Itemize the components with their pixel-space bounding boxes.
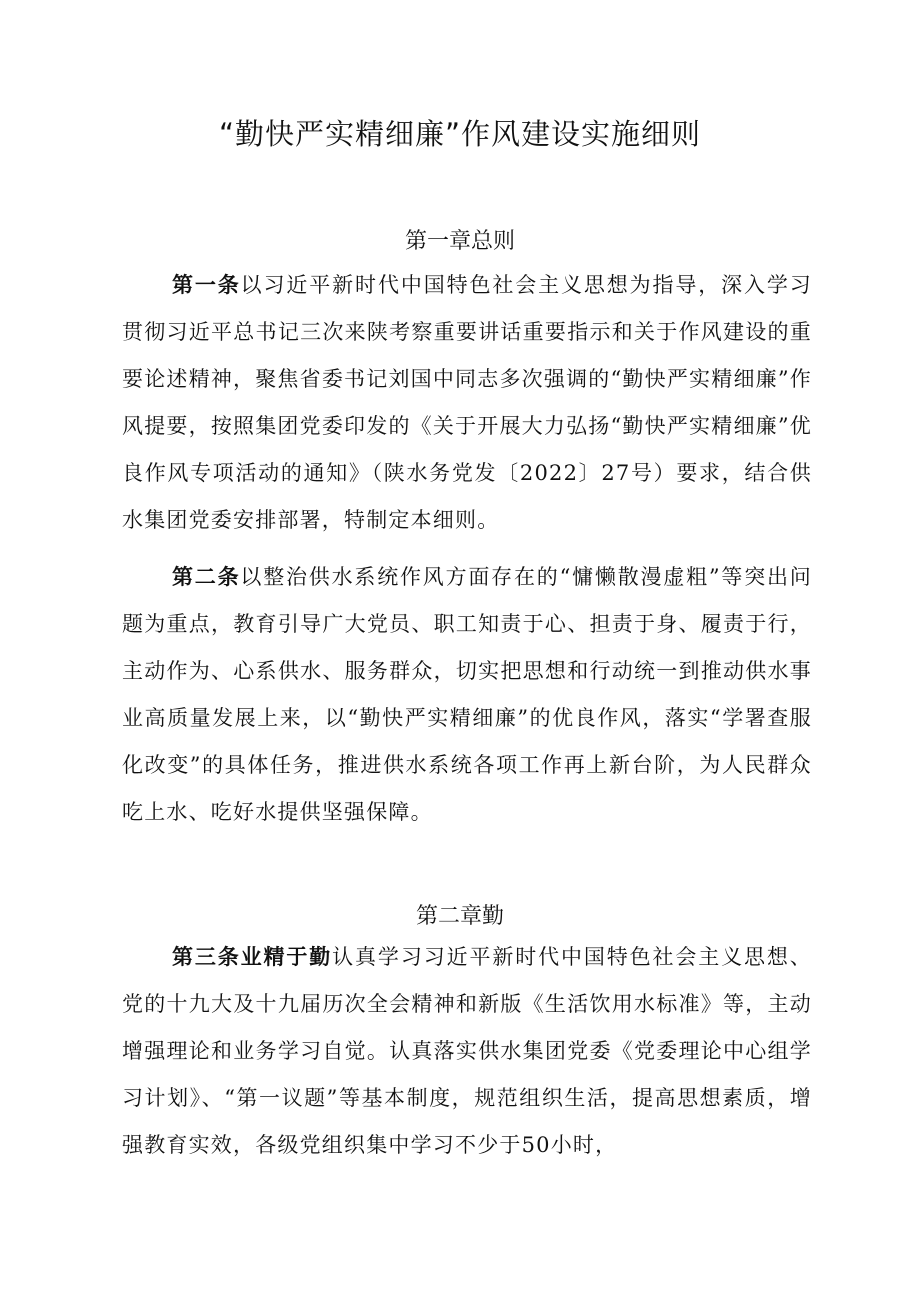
article-2-lead: 第二条 xyxy=(172,565,241,589)
article-3-paragraph xyxy=(122,934,812,1169)
chapter-heading-general: 第一章总则 xyxy=(404,229,515,254)
document-title: “勤快严实精细廉”作风建设实施细则 xyxy=(218,117,702,151)
article-1-text: 以习近平新时代中国特色社会主义思想为指导，深入学习贯彻习近平总书记三次来陕考察重要讲话重要指示和关于作风建设的重要论述精神，聚焦省委书记刘国中同志多次强调的“勤快严实精细廉”作风提要，按照集团党委印发的《关于开展大力弘扬“勤快严实精细廉”优良作风专项活动的通知》（陕水务党发〔2022〕27号）要求，结合供水集团党委安排部署，特制定本细则。 xyxy=(122,273,813,532)
article-2-text: 以整治供水系统作风方面存在的“慵懒散漫虚粗”等突出问题为重点，教育引导广大党员、职工知责于心、担责于身、履责于行，主动作为、心系供水、服务群众，切实把思想和行动统一到推动供水事业高质量发展上来，以“勤快严实精细廉”的优良作风，落实“学署查服化改变”的具体任务，推进供水系统各项工作再上新台阶，为人民群众吃上水、吃好水提供坚强保障。 xyxy=(122,565,813,824)
article-3-text: 认真学习习近平新时代中国特色社会主义思想、党的十九大及十九届历次全会精神和新版《生活饮用水标准》等，主动增强理论和业务学习自觉。认真落实供水集团党委《党委理论中心组学习计划》、“第一议题”等基本制度，规范组织生活，提高思想素质，增强教育实效，各级党组织集中学习不少于50小时， xyxy=(122,945,812,1157)
article-1-lead: 第一条 xyxy=(172,273,241,297)
article-2-paragraph xyxy=(122,554,812,836)
chapter-heading-diligence: 第二章勤 xyxy=(415,904,504,929)
article-1-paragraph xyxy=(122,262,812,544)
article-3-lead: 第三条业精于勤 xyxy=(172,945,333,969)
